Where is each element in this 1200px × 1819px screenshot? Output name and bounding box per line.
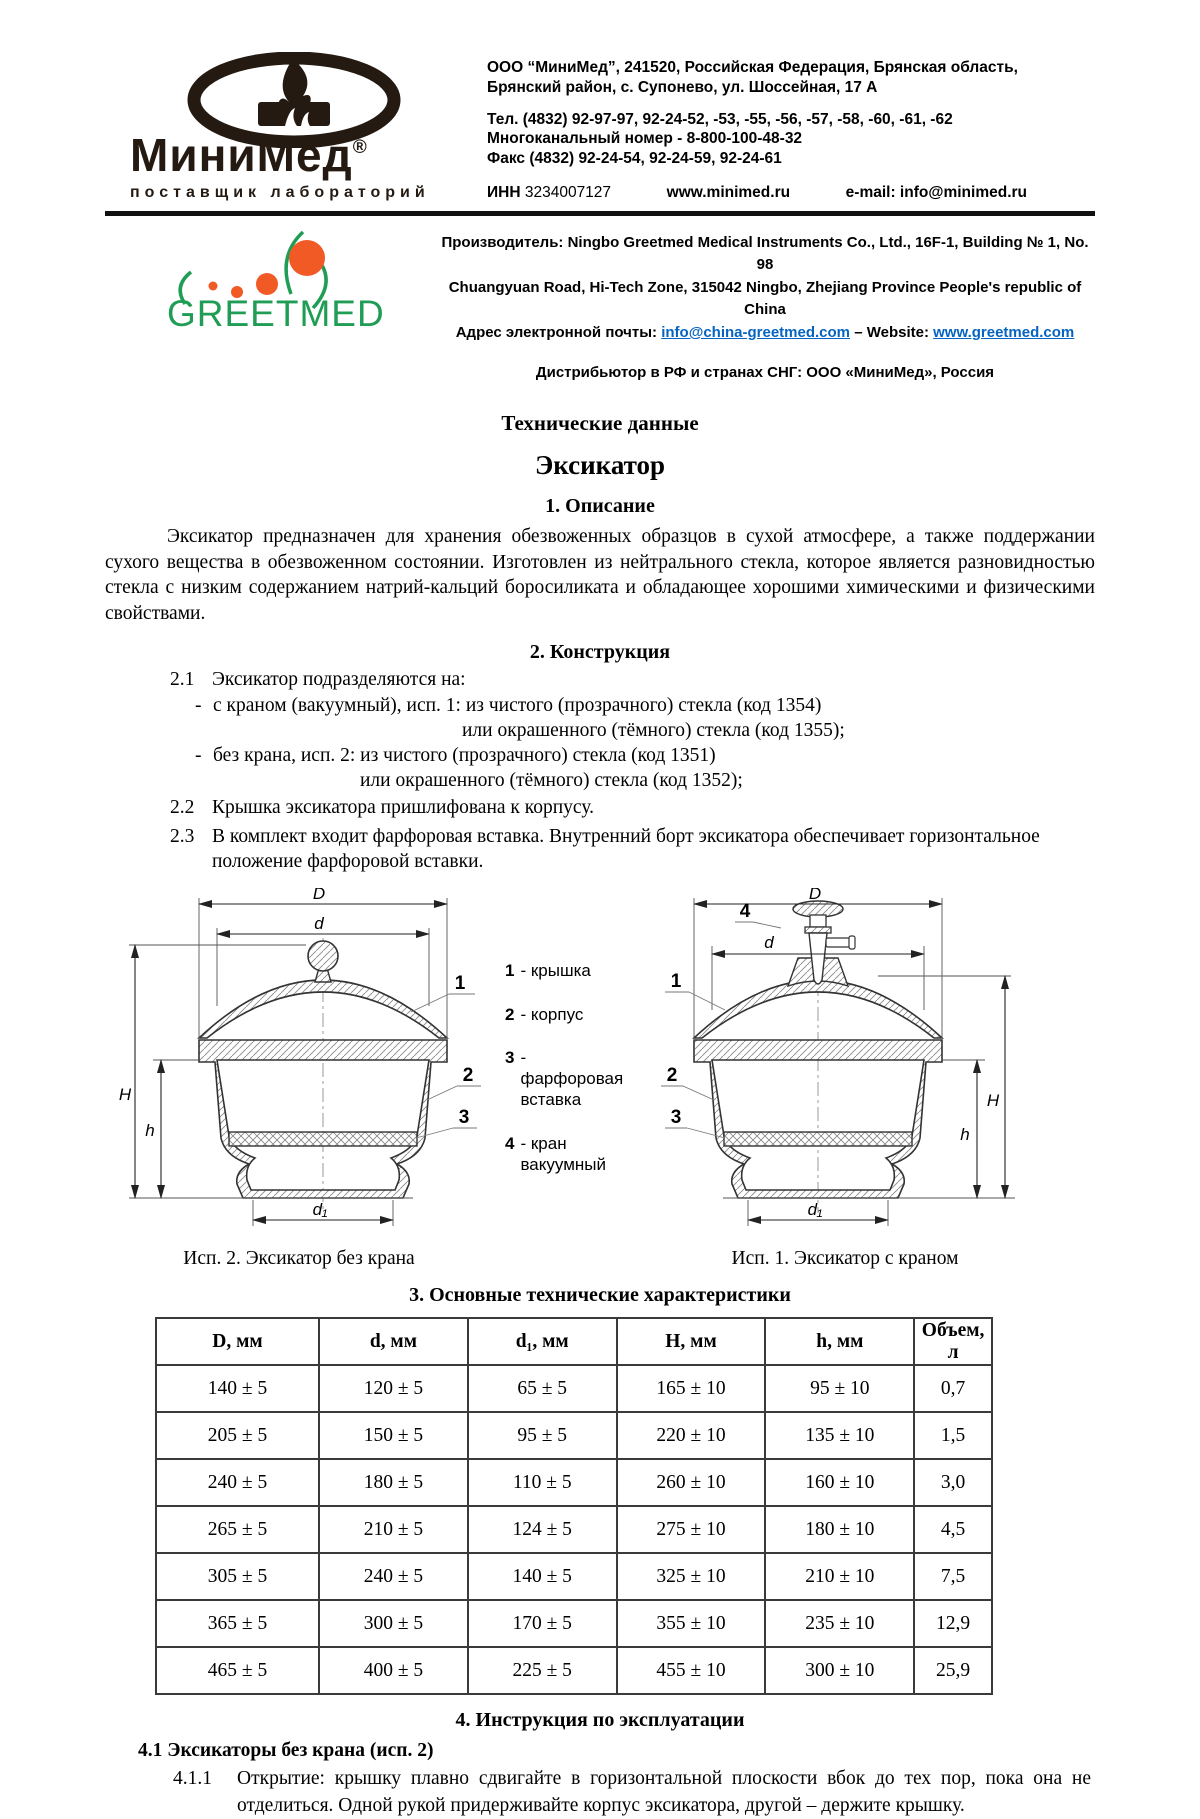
dim-h-label: h xyxy=(145,1121,155,1141)
porcelain-insert-shape xyxy=(724,1132,912,1146)
diagram-without-stopcock xyxy=(113,888,485,1270)
address-line: Брянский район, с. Супонево, ул. Шоссейная, 17 А xyxy=(487,78,878,96)
col-h: h, мм xyxy=(765,1318,914,1365)
cell-H: 275 ± 10 xyxy=(617,1506,766,1553)
diagram-legend xyxy=(485,888,653,1270)
col-d1: d₁, мм xyxy=(468,1318,617,1365)
item-2-3: 2.3 В комплект входит фарфоровая вставка. Внутренний борт эксикатора обеспечивает горизонтальное положение фарфоровой вставки. xyxy=(170,825,1040,872)
cell-d: 400 ± 5 xyxy=(319,1647,468,1694)
cell-D: 265 ± 5 xyxy=(156,1506,319,1553)
cell-volume: 0,7 xyxy=(914,1365,992,1412)
dim-h-label: h xyxy=(960,1125,970,1145)
doc-title: Технические данные xyxy=(501,410,699,435)
greetmed-wordmark: GREETMED xyxy=(167,292,385,334)
table-row xyxy=(156,1647,992,1694)
manufacturer-line: Производитель: Ningbo Greetmed Medical Instruments Co., Ltd., 16F-1, Building № 1, No. 98 xyxy=(441,233,1089,274)
item-4-1-1: 4.1.1 Открытие: крышку плавно сдвигайте в горизонтальной плоскости вбок до тех пор, пока она не отделиться. Одной рукой придерживайте корпус эксикатора, другой – держите крышку. xyxy=(173,1768,1091,1816)
manufacturer-email-link[interactable]: info@china-greetmed.com xyxy=(661,323,851,341)
item-2-1: 2.1 Эксикатор подразделяются на: xyxy=(170,668,466,690)
cell-D: 465 ± 5 xyxy=(156,1647,319,1694)
manufacturer-info xyxy=(435,224,1095,385)
manufacturer-line: Chuangyuan Road, Hi-Tech Zone, 315042 Ningbo, Zhejiang Province People's republic of China xyxy=(448,278,1082,319)
specs-header-row xyxy=(156,1318,992,1365)
section1-paragraph: Эксикатор предназначен для хранения обезвоженных образцов в сухой атмосфере, а также поддержании сухого вещества в обезвоженном состоянии. Изготовлен из нейтрального стекла, которое является разновидностью стекла с низким содержанием натрий-кальций боросиликата и обладающее хорошими химическими и физическими свойствами. xyxy=(105,525,1095,625)
cell-H: 260 ± 10 xyxy=(617,1459,766,1506)
cell-h: 95 ± 10 xyxy=(765,1365,914,1412)
company-contacts xyxy=(445,52,1095,203)
table-row xyxy=(156,1506,992,1553)
dim-d1-label: d₁ xyxy=(312,1200,328,1220)
cell-D: 140 ± 5 xyxy=(156,1365,319,1412)
cell-d1: 140 ± 5 xyxy=(468,1553,617,1600)
cell-h: 210 ± 10 xyxy=(765,1553,914,1600)
registered-mark: ® xyxy=(352,137,368,158)
section3-heading: 3. Основные технические характеристики xyxy=(409,1284,791,1307)
greetmed-logo xyxy=(105,224,435,385)
callout-2-body: 2 xyxy=(666,1065,678,1087)
col-H: H, мм xyxy=(617,1318,766,1365)
cell-volume: 12,9 xyxy=(914,1600,992,1647)
cell-d1: 124 ± 5 xyxy=(468,1506,617,1553)
cell-volume: 4,5 xyxy=(914,1506,992,1553)
cell-d1: 170 ± 5 xyxy=(468,1600,617,1647)
dim-H-label: H xyxy=(118,1085,132,1105)
cell-H: 355 ± 10 xyxy=(617,1600,766,1647)
cell-D: 365 ± 5 xyxy=(156,1600,319,1647)
section2-heading: 2. Конструкция xyxy=(529,640,671,663)
company-header xyxy=(105,52,1095,203)
manufacturer-links: Адрес электронной почты: info@china-greetmed.com – Website: www.greetmed.com xyxy=(455,323,1075,341)
cell-h: 135 ± 10 xyxy=(765,1412,914,1459)
diagrams-row xyxy=(113,888,1095,1270)
header-divider xyxy=(105,211,1095,216)
cell-d1: 95 ± 5 xyxy=(468,1412,617,1459)
col-d: d, мм xyxy=(319,1318,468,1365)
cell-D: 305 ± 5 xyxy=(156,1553,319,1600)
callout-3-insert: 3 xyxy=(670,1107,682,1129)
inn: ИНН 3234007127 xyxy=(487,184,612,202)
phone-line: Тел. (4832) 92-97-97, 92-24-52, -53, -55, -56, -57, -58, -60, -61, -62 xyxy=(487,110,953,128)
email-text: e-mail: info@minimed.ru xyxy=(845,184,1027,202)
section4-1-heading: 4.1 Эксикаторы без крана (исп. 2) xyxy=(138,1740,434,1762)
cell-d: 300 ± 5 xyxy=(319,1600,468,1647)
legend-item: 3 - фарфоровая вставка xyxy=(505,1047,624,1110)
fax-line: Факс (4832) 92-24-54, 92-24-59, 92-24-61 xyxy=(487,150,782,168)
porcelain-insert-shape xyxy=(229,1132,417,1146)
table-row xyxy=(156,1412,992,1459)
cell-H: 325 ± 10 xyxy=(617,1553,766,1600)
legend-item: 1 - крышка xyxy=(505,961,591,981)
legend-item: 4 - кран вакуумный xyxy=(505,1133,606,1174)
item-2-2: 2.2 Крышка эксикатора пришлифована к корпусу. xyxy=(170,797,595,819)
table-row xyxy=(156,1553,992,1600)
cell-d: 120 ± 5 xyxy=(319,1365,468,1412)
col-D: D, мм xyxy=(156,1318,319,1365)
table-row xyxy=(156,1459,992,1506)
distributor-line: Дистрибьютор в РФ и странах СНГ: ООО «МиниМед», Россия xyxy=(535,364,995,382)
cell-d: 240 ± 5 xyxy=(319,1553,468,1600)
cell-h: 180 ± 10 xyxy=(765,1506,914,1553)
caption-right: Исп. 1. Эксикатор с краном xyxy=(731,1248,959,1270)
cell-H: 455 ± 10 xyxy=(617,1647,766,1694)
callout-1-lid: 1 xyxy=(454,973,466,995)
manufacturer-block xyxy=(105,224,1095,385)
cell-d: 150 ± 5 xyxy=(319,1412,468,1459)
diagram-with-stopcock xyxy=(653,888,1037,1270)
cell-d1: 225 ± 5 xyxy=(468,1647,617,1694)
dim-d-label: d xyxy=(314,914,324,934)
website-text: www.minimed.ru xyxy=(666,184,791,202)
caption-left: Исп. 2. Эксикатор без крана xyxy=(183,1248,415,1270)
brand-tagline: поставщик лабораторий xyxy=(130,184,430,201)
cell-volume: 7,5 xyxy=(914,1553,992,1600)
cell-H: 165 ± 10 xyxy=(617,1365,766,1412)
cell-h: 300 ± 10 xyxy=(765,1647,914,1694)
callout-3-insert: 3 xyxy=(458,1107,470,1129)
dim-D-label: D xyxy=(808,888,822,904)
desiccator-valve-drawing xyxy=(653,888,1037,1233)
dim-D-label: D xyxy=(312,888,326,904)
minimed-logo xyxy=(105,52,445,203)
item-2-1-variant-1-cont: или окрашенного (тёмного) стекла (код 1355); xyxy=(462,720,845,742)
cell-d1: 110 ± 5 xyxy=(468,1459,617,1506)
desiccator-no-valve-drawing xyxy=(113,888,485,1233)
legend-item: 2 - корпус xyxy=(505,1004,584,1024)
cell-D: 205 ± 5 xyxy=(156,1412,319,1459)
product-title: Эксикатор xyxy=(534,449,666,480)
dim-d-label: d xyxy=(764,933,774,953)
callout-1-lid: 1 xyxy=(670,971,682,993)
cell-h: 160 ± 10 xyxy=(765,1459,914,1506)
item-2-1-variant-2-cont: или окрашенного (тёмного) стекла (код 1352); xyxy=(360,770,743,792)
address-line: ООО “МиниМед”, 241520, Российская Федерация, Брянская область, xyxy=(487,59,1018,76)
item-2-1-variant-2: - без крана, исп. 2: из чистого (прозрачного) стекла (код 1351) xyxy=(195,745,716,767)
cell-h: 235 ± 10 xyxy=(765,1600,914,1647)
callout-4-valve: 4 xyxy=(739,901,751,923)
section4-heading: 4. Инструкция по эксплуатации xyxy=(455,1709,745,1732)
col-volume: Объем, л xyxy=(914,1318,992,1365)
brand-name: МиниМед® xyxy=(130,129,368,181)
cell-volume: 3,0 xyxy=(914,1459,992,1506)
specs-table xyxy=(155,1317,993,1695)
cell-volume: 25,9 xyxy=(914,1647,992,1694)
dim-d1-label: d₁ xyxy=(807,1200,823,1220)
callout-2-body: 2 xyxy=(462,1065,474,1087)
dim-H-label: H xyxy=(986,1091,1000,1111)
item-2-1-variant-1: - с краном (вакуумный), исп. 1: из чистого (прозрачного) стекла (код 1354) xyxy=(195,695,822,717)
cell-H: 220 ± 10 xyxy=(617,1412,766,1459)
table-row xyxy=(156,1365,992,1412)
multichannel-line: Многоканальный номер - 8-800-100-48-32 xyxy=(487,130,803,148)
cell-D: 240 ± 5 xyxy=(156,1459,319,1506)
cell-d: 210 ± 5 xyxy=(319,1506,468,1553)
table-row xyxy=(156,1600,992,1647)
cell-volume: 1,5 xyxy=(914,1412,992,1459)
section1-heading: 1. Описание xyxy=(545,494,655,517)
cell-d: 180 ± 5 xyxy=(319,1459,468,1506)
manufacturer-website-link[interactable]: www.greetmed.com xyxy=(933,323,1075,341)
cell-d1: 65 ± 5 xyxy=(468,1365,617,1412)
